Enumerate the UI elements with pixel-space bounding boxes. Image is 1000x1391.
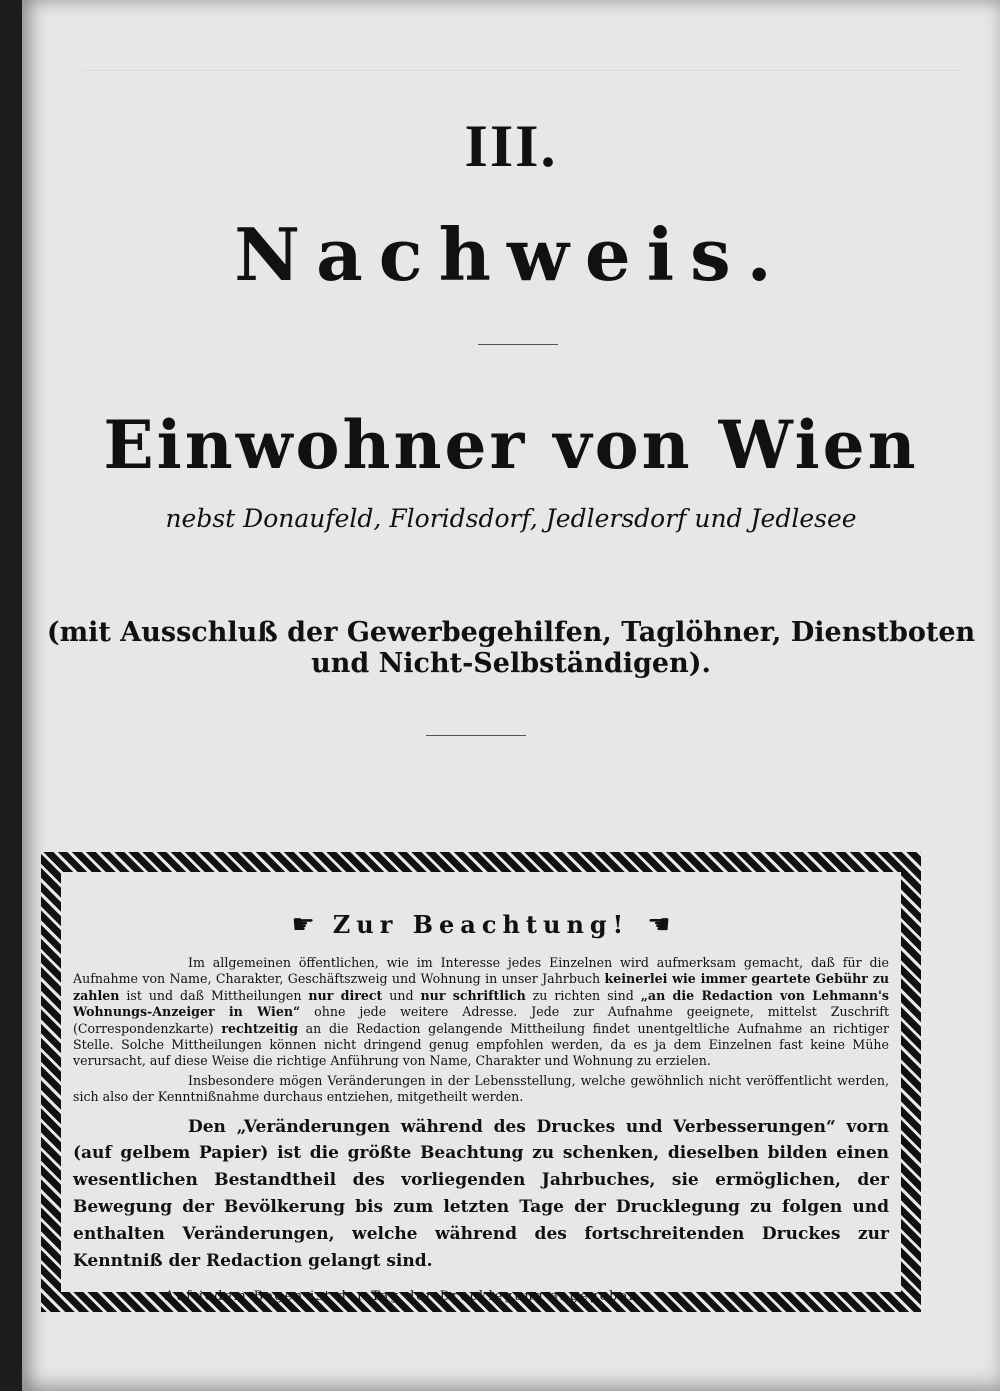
main-heading: Einwohner von Wien bbox=[103, 406, 919, 484]
divider-rule bbox=[426, 735, 526, 736]
notice-footer: Auf jedem Bogen ist der Tag der Drucklegung angegeben. bbox=[165, 1288, 645, 1304]
notice-paragraph-1: Im allgemeinen öffentlichen, wie im Interesse jedes Einzelnen wird aufmerksam gemacht, daß für die Aufnahme von Name, Charakter, Geschäftszweig und Wohnung in unser Jahrbuch keinerlei wie immer geartete Gebühr zu zahlen ist und daß Mittheilungen nur direct und nur schriftlich zu richten sind „an die Redaction von Lehmann's Wohnungs-Anzeiger in Wien“ ohne jede weitere Adresse. Jede zur Aufnahme geeignete, mittelst Zuschrift (Correspondenzkarte) rechtzeitig an die Redaction gelangende Mittheilung findet unentgeltliche Aufnahme an richtiger Stelle. Solche Mittheilungen können nicht dringend genug empfohlen werden, da es ja dem Einzelnen fast keine Mühe verursacht, auf diese Weise die richtige Anführung von Name, Charakter und Wohnung zu erzielen. bbox=[73, 955, 890, 1069]
document-page bbox=[22, 0, 1000, 1391]
section-title: Nachweis. bbox=[234, 212, 788, 297]
exclusion-line: (mit Ausschluß der Gewerbegehilfen, Taglöhner, Dienstboten und Nicht-Selbständigen). bbox=[46, 617, 976, 679]
notice-paragraph-2: Insbesondere mögen Veränderungen in der Lebensstellung, welche gewöhnlich nicht veröffentlicht werden, sich also der Kenntnißnahme durchaus entziehen, mitgetheilt werden. bbox=[73, 1072, 889, 1105]
notice-title: Zur Beachtung! bbox=[332, 910, 630, 939]
divider-rule bbox=[478, 344, 558, 345]
notice-title-row bbox=[73, 910, 889, 939]
section-number: III. bbox=[464, 113, 558, 179]
places-line: nebst Donaufeld, Floridsdorf, Jedlersdorf und Jedlesee bbox=[165, 504, 857, 533]
notice-content bbox=[73, 886, 890, 1304]
bleed-through bbox=[82, 70, 962, 91]
pointing-hand-left-icon: ☚ bbox=[647, 909, 671, 940]
pointing-hand-right-icon: ☛ bbox=[291, 909, 315, 940]
notice-paragraph-3: Den „Veränderungen während des Druckes und Verbesserungen“ vorn (auf gelbem Papier) ist die größte Beachtung zu schenken, dieselben bilden einen wesentlichen Bestandtheil des vorliegenden Jahrbuches, sie ermöglichen, der Bewegung der Bevölkerung bis zum letzten Tage der Drucklegung zu folgen und enthalten Veränderungen, welche während des fortschreitenden Druckes zur Kenntniß der Redaction gelangt sind. bbox=[73, 1116, 889, 1271]
notice-box bbox=[41, 852, 921, 1312]
